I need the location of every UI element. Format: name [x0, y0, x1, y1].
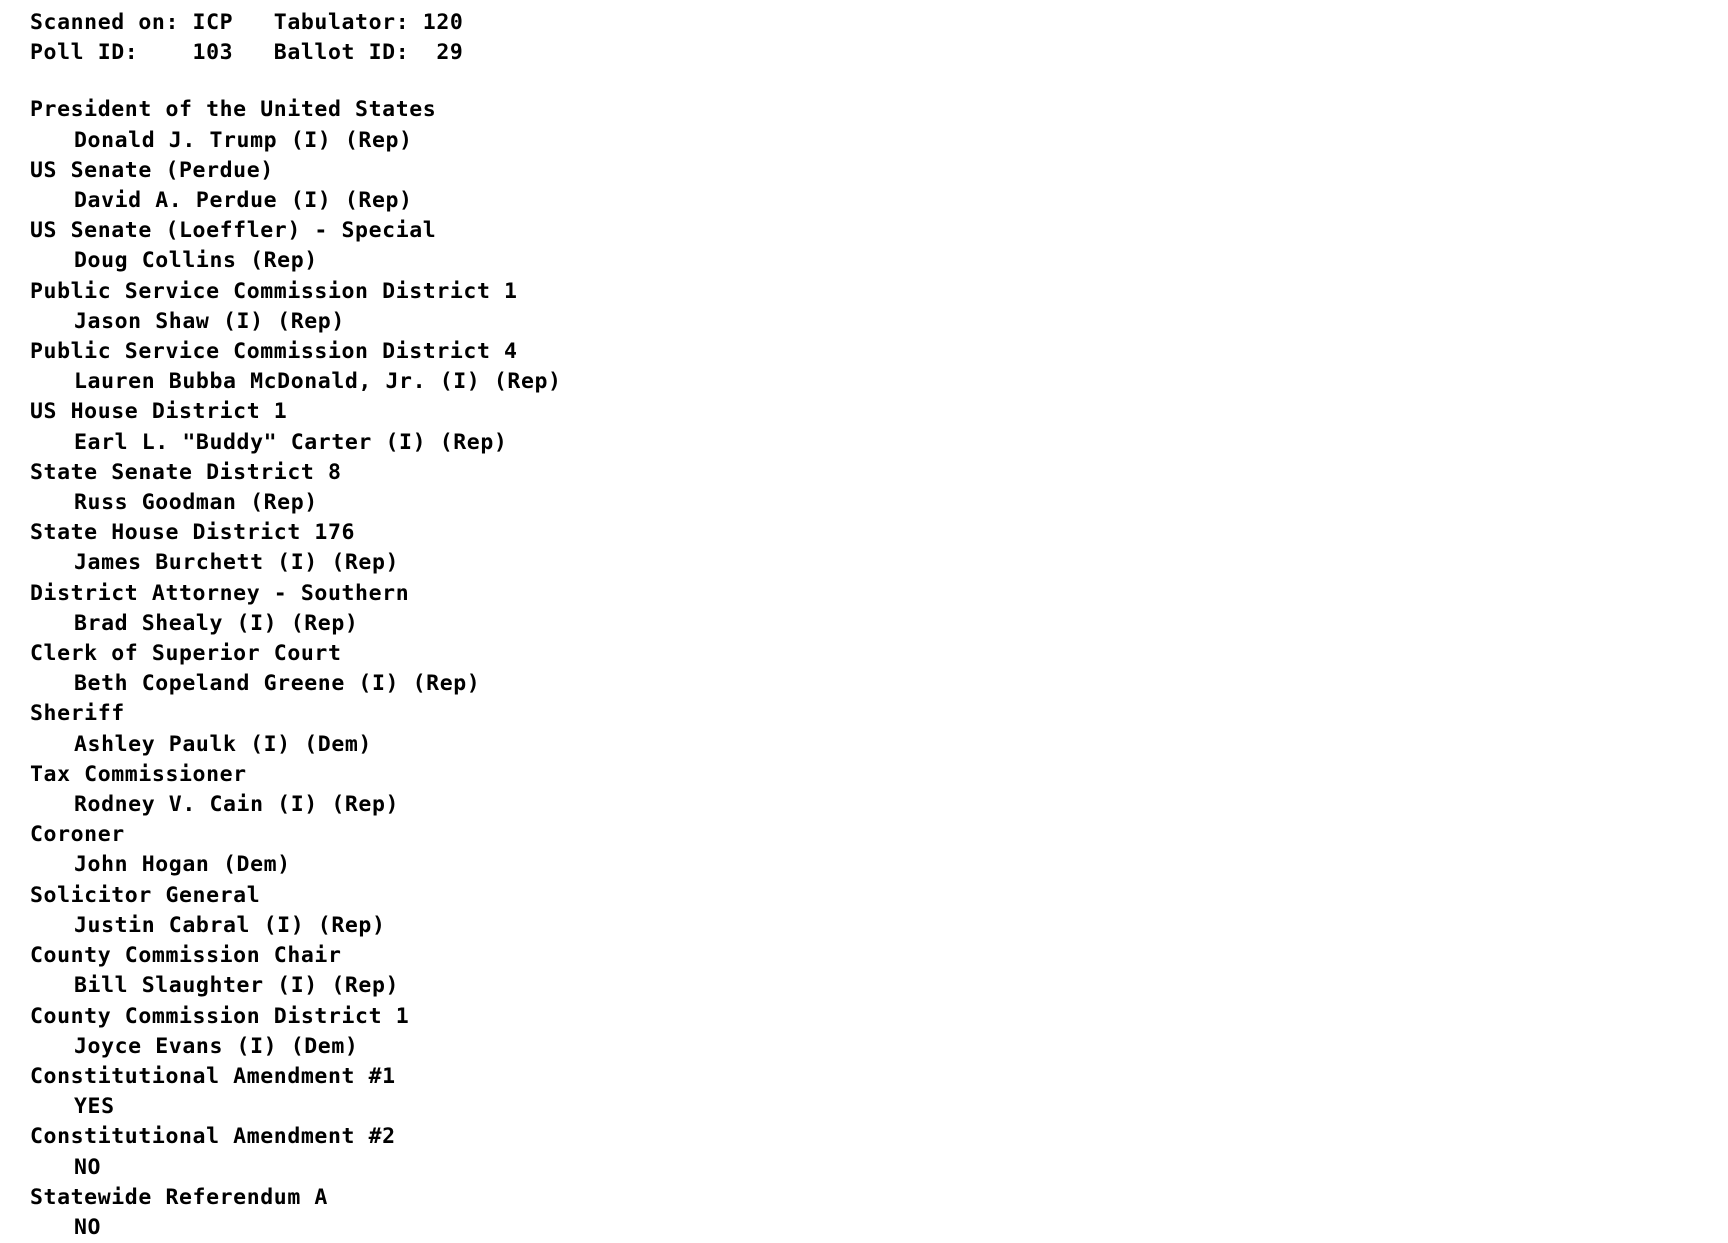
- contest-title: Public Service Commission District 4: [30, 339, 518, 365]
- contest-title: Constitutional Amendment #2: [30, 1124, 396, 1150]
- contest-title: Tax Commissioner: [30, 761, 247, 787]
- contest-choice: NO: [74, 1214, 102, 1240]
- contest-choice: NO: [74, 1154, 102, 1180]
- contest-choice: Rodney V. Cain (I) (Rep): [74, 792, 400, 818]
- contest-choice: Donald J. Trump (I) (Rep): [74, 127, 413, 153]
- contest-choice: James Burchett (I) (Rep): [74, 550, 400, 576]
- contest-title: Statewide Referendum A: [30, 1184, 328, 1210]
- contest-choice: Ashley Paulk (I) (Dem): [74, 731, 372, 757]
- contest-title: President of the United States: [30, 97, 437, 123]
- contest-title: US House District 1: [30, 399, 288, 425]
- contest-choice: Jason Shaw (I) (Rep): [74, 308, 345, 334]
- contest-choice: Beth Copeland Greene (I) (Rep): [74, 671, 481, 697]
- contest-choice: Justin Cabral (I) (Rep): [74, 912, 386, 938]
- contest-choice: John Hogan (Dem): [74, 852, 291, 878]
- contest-choice: YES: [74, 1094, 115, 1120]
- contest-choice: Lauren Bubba McDonald, Jr. (I) (Rep): [74, 369, 562, 395]
- contest-choice: Bill Slaughter (I) (Rep): [74, 973, 400, 999]
- contest-title: District Attorney - Southern: [30, 580, 410, 606]
- contest-title: Coroner: [30, 822, 125, 848]
- contest-title: State Senate District 8: [30, 459, 342, 485]
- contest-title: US Senate (Loeffler) - Special: [30, 218, 437, 244]
- scan-header-line-2: Poll ID: 103 Ballot ID: 29: [30, 40, 464, 66]
- contest-list: [30, 95, 1728, 1243]
- scan-header-line-1: Scanned on: ICP Tabulator: 120: [30, 10, 464, 35]
- contest-title: County Commission Chair: [30, 943, 342, 969]
- contest-choice: Earl L. "Buddy" Carter (I) (Rep): [74, 429, 508, 455]
- contest-choice: Joyce Evans (I) (Dem): [74, 1033, 359, 1059]
- header-spacer: [30, 68, 1728, 95]
- contest-choice: Doug Collins (Rep): [74, 248, 318, 274]
- contest-title: Clerk of Superior Court: [30, 641, 342, 667]
- contest-title: US Senate (Perdue): [30, 157, 274, 183]
- contest-title: State House District 176: [30, 520, 356, 546]
- contest-title: County Commission District 1: [30, 1003, 410, 1029]
- contest-choice: Brad Shealy (I) (Rep): [74, 610, 359, 636]
- contest-title: Solicitor General: [30, 882, 261, 908]
- contest-title: Sheriff: [30, 701, 125, 727]
- contest-title: Constitutional Amendment #1: [30, 1063, 396, 1089]
- contest-title: Public Service Commission District 1: [30, 278, 518, 304]
- contest-choice: Russ Goodman (Rep): [74, 490, 318, 516]
- contest-choice: David A. Perdue (I) (Rep): [74, 188, 413, 214]
